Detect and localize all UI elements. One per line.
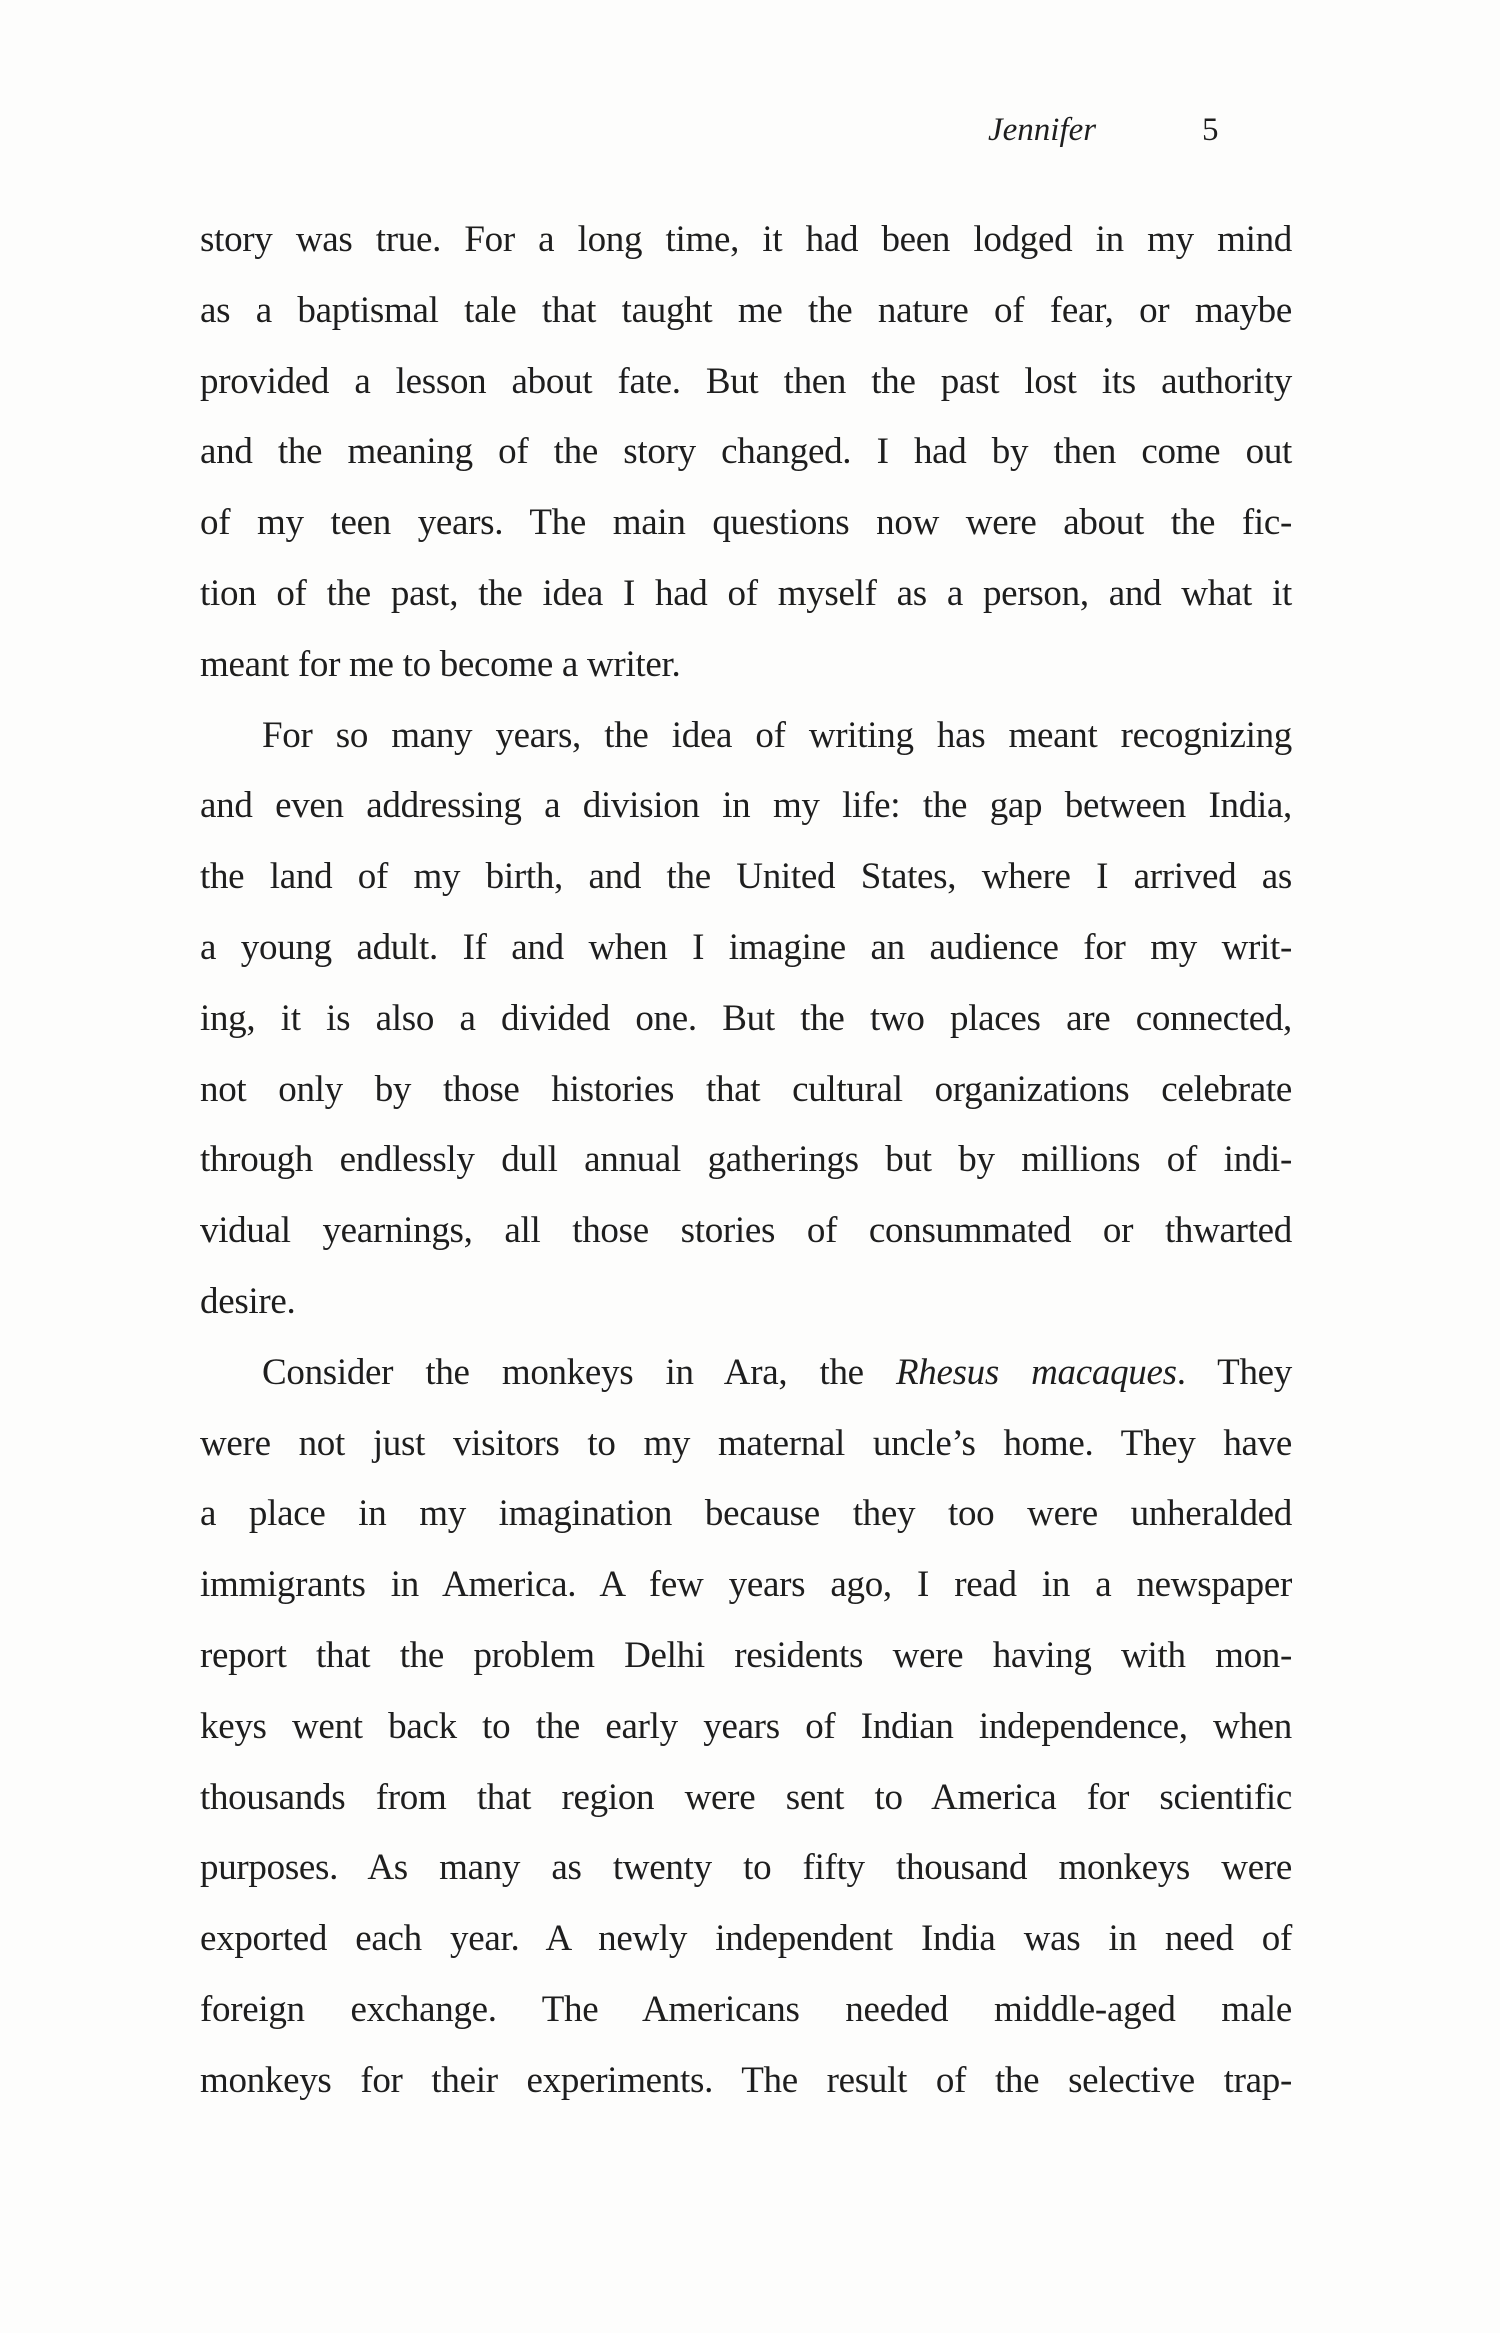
body-text bbox=[200, 205, 1292, 2117]
paragraph bbox=[200, 1338, 1292, 2117]
text-line: were not just visitors to my maternal uncle’s home. They have bbox=[200, 1422, 1292, 1464]
running-head: Jennifer bbox=[988, 112, 1097, 148]
text-line: through endlessly dull annual gatherings but by millions of indi- bbox=[200, 1139, 1292, 1181]
text-line: monkeys for their experiments. The result of the selective trap- bbox=[200, 2059, 1292, 2101]
text-span: Consider the monkeys in Ara, the bbox=[262, 1351, 896, 1393]
text-line: report that the problem Delhi residents were having with mon- bbox=[200, 1634, 1292, 1676]
paragraph bbox=[200, 701, 1292, 1338]
text-line: meant for me to become a writer. bbox=[200, 643, 681, 685]
text-line: provided a lesson about fate. But then the past lost its authority bbox=[200, 360, 1292, 402]
text-line bbox=[200, 1338, 1292, 1409]
text-line: a young adult. If and when I imagine an audience for my writ- bbox=[200, 926, 1292, 968]
italic-species-name: Rhesus macaques bbox=[895, 1351, 1177, 1393]
text-line: as a baptismal tale that taught me the nature of fear, or maybe bbox=[200, 289, 1292, 331]
text-line: vidual yearnings, all those stories of consummated or thwarted bbox=[200, 1210, 1292, 1252]
text-line: tion of the past, the idea I had of myself as a person, and what it bbox=[200, 572, 1292, 614]
text-line: purposes. As many as twenty to fifty thousand monkeys were bbox=[200, 1847, 1292, 1889]
text-line: story was true. For a long time, it had been lodged in my mind bbox=[200, 219, 1292, 260]
text-line: For so many years, the idea of writing has meant recognizing bbox=[262, 714, 1292, 756]
text-line: desire. bbox=[200, 1280, 296, 1322]
text-line: immigrants in America. A few years ago, I read in a newspaper bbox=[200, 1564, 1292, 1606]
text-line: thousands from that region were sent to America for scientific bbox=[200, 1776, 1292, 1818]
text-line: of my teen years. The main questions now were about the fic- bbox=[200, 502, 1292, 544]
page-header bbox=[0, 108, 1500, 152]
text-span: . They bbox=[1176, 1351, 1292, 1393]
text-line: exported each year. A newly independent India was in need of bbox=[200, 1918, 1292, 1960]
paragraph bbox=[200, 205, 1292, 701]
text-line: not only by those histories that cultural organizations celebrate bbox=[200, 1068, 1292, 1110]
page-number: 5 bbox=[1202, 112, 1219, 148]
text-line: and the meaning of the story changed. I had by then come out bbox=[200, 431, 1292, 473]
text-line: and even addressing a division in my life: the gap between India, bbox=[200, 785, 1292, 827]
text-line: ing, it is also a divided one. But the two places are connected, bbox=[200, 997, 1292, 1039]
text-line: foreign exchange. The Americans needed middle-aged male bbox=[200, 1988, 1292, 2030]
text-line: keys went back to the early years of Indian independence, when bbox=[200, 1705, 1292, 1747]
text-line: a place in my imagination because they too were unheralded bbox=[200, 1493, 1292, 1535]
text-line: the land of my birth, and the United States, where I arrived as bbox=[200, 856, 1292, 898]
